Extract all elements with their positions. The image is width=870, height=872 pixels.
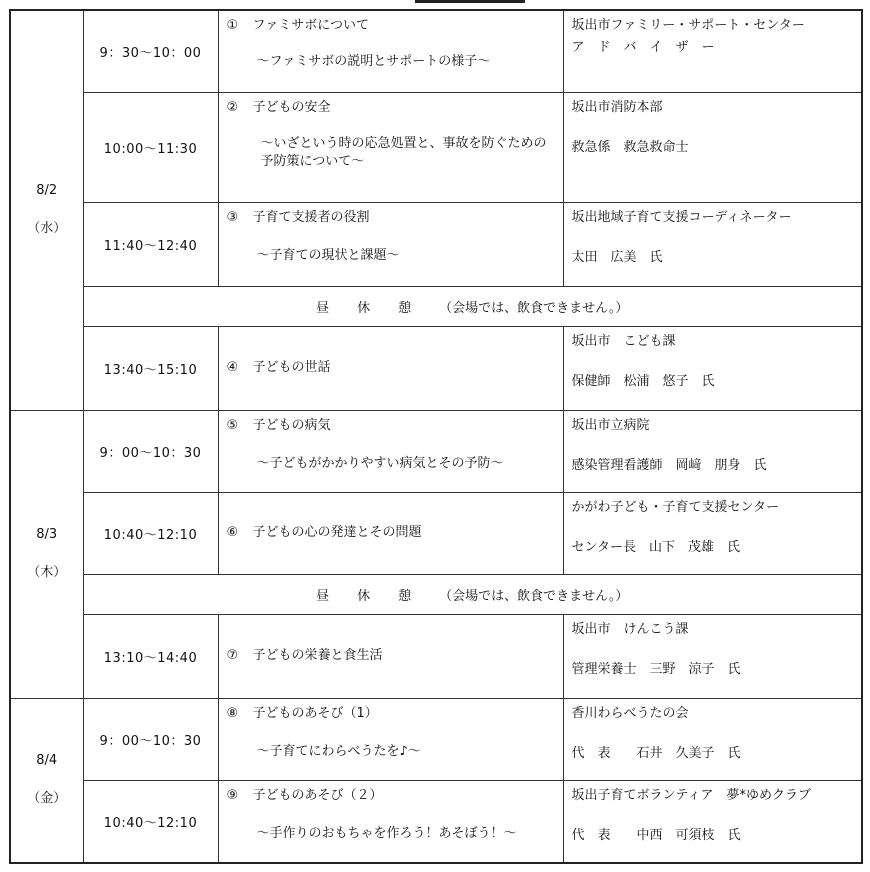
table-row (10, 492, 862, 574)
weekday: （金） (27, 791, 67, 807)
session-number: ⑥ (226, 525, 239, 540)
speaker-org: 坂出地域子育て支援コーディネーター (571, 209, 792, 225)
speaker-cell (563, 410, 862, 492)
lunch-row (10, 574, 862, 614)
lunch-break (83, 286, 862, 326)
speaker-person: 太田 広美 氏 (571, 249, 663, 265)
speaker-org: 坂出市ファミリー・サポート・センター (571, 18, 805, 33)
session-title: 子どもの病気 (252, 417, 331, 433)
date: 8/4 (36, 753, 58, 769)
lunch-note: （会場では、飲食できません。） (439, 300, 629, 316)
table-row (10, 326, 862, 410)
session-number: ① (226, 18, 239, 33)
speaker-cell (563, 326, 862, 410)
table-row (10, 698, 862, 780)
table-row (10, 10, 862, 92)
time-cell: 10:40〜12:10 (83, 780, 218, 863)
session-title: 子どもの世話 (252, 360, 331, 375)
date-cell-day2 (10, 410, 83, 698)
time-cell: 10:00〜11:30 (83, 92, 218, 202)
time-cell: 13:10〜14:40 (83, 614, 218, 698)
session-title: 子どものあそび（２） (252, 787, 383, 803)
session-title: 子どものあそび（1） (252, 705, 378, 721)
program-cell (218, 614, 563, 698)
session-title: ファミサボについて (252, 18, 369, 33)
date-cell-day1 (10, 10, 83, 410)
speaker-cell (563, 698, 862, 780)
session-number: ⑧ (226, 705, 239, 721)
session-number: ③ (226, 209, 239, 225)
session-title: 子育て支援者の役割 (252, 209, 370, 225)
table-row (10, 410, 862, 492)
weekday: （木） (27, 565, 67, 580)
speaker-org: 坂出市 こども課 (571, 333, 676, 349)
speaker-person: 代 表 石井 久美子 氏 (571, 745, 741, 761)
program-cell (218, 92, 563, 202)
speaker-person: 感染管理看護師 岡﨑 朋身 氏 (571, 457, 767, 473)
session-number: ⑨ (226, 787, 239, 803)
session-subtitle: 〜手作りのおもちゃを作ろう！あそぼう！〜 (256, 825, 517, 841)
date: 8/2 (36, 183, 58, 199)
table-row (10, 614, 862, 698)
speaker-org: 香川わらべうたの会 (571, 705, 689, 721)
session-number: ④ (226, 360, 239, 375)
time-cell: 10:40〜12:10 (83, 492, 218, 574)
date-cell-day3 (10, 698, 83, 863)
time-cell: 9：00〜10：30 (83, 698, 218, 780)
session-subtitle: 〜いざという時の応急処置と、事故を防ぐための予防策について〜 (260, 135, 547, 169)
session-number: ② (226, 99, 239, 115)
session-title: 子どもの栄養と食生活 (252, 648, 383, 663)
table-row (10, 202, 862, 286)
speaker-cell (563, 492, 862, 574)
top-rule (415, 0, 525, 3)
schedule-table (9, 9, 863, 864)
speaker-org: 坂出子育てボランティア 夢*ゆめクラブ (571, 787, 811, 803)
time-cell: 11:40〜12:40 (83, 202, 218, 286)
program-cell (218, 492, 563, 574)
speaker-cell (563, 92, 862, 202)
program-cell (218, 10, 563, 92)
date: 8/3 (36, 527, 58, 542)
program-cell (218, 410, 563, 492)
speaker-person: 管理栄養士 三野 涼子 氏 (571, 661, 741, 677)
session-subtitle: 〜子どもがかかりやすい病気とその予防〜 (256, 455, 504, 471)
speaker-org: かがわ子ども・子育て支援センター (571, 499, 779, 515)
speaker-org: 坂出市立病院 (571, 417, 650, 433)
speaker-org: 坂出市消防本部 (571, 99, 663, 115)
session-number: ⑤ (226, 417, 239, 433)
weekday: （水） (27, 221, 67, 237)
lunch-label: 昼休憩 (316, 300, 440, 316)
table-row (10, 92, 862, 202)
speaker-person: センター長 山下 茂雄 氏 (571, 539, 740, 555)
lunch-note: （会場では、飲食できません。） (439, 588, 629, 604)
speaker-cell (563, 780, 862, 863)
program-cell (218, 326, 563, 410)
speaker-person: ア ド バ イ ザ ー (571, 40, 715, 55)
session-title: 子どもの安全 (252, 99, 331, 115)
speaker-person: 代 表 中西 可須枝 氏 (571, 827, 741, 843)
speaker-cell (563, 614, 862, 698)
session-subtitle: 〜子育ての現状と課題〜 (256, 247, 400, 263)
speaker-person: 保健師 松浦 悠子 氏 (571, 373, 715, 389)
program-cell (218, 202, 563, 286)
time-cell: 13:40〜15:10 (83, 326, 218, 410)
session-number: ⑦ (226, 648, 239, 663)
time-cell: 9：30〜10：00 (83, 10, 218, 92)
session-title: 子どもの心の発達とその問題 (252, 525, 422, 540)
program-cell (218, 698, 563, 780)
lunch-row (10, 286, 862, 326)
lunch-label: 昼休憩 (316, 588, 440, 604)
speaker-org: 坂出市 けんこう課 (571, 621, 689, 637)
table-row (10, 780, 862, 863)
speaker-person: 救急係 救急救命士 (571, 139, 689, 155)
session-subtitle: 〜ファミサボの説明とサポートの様子〜 (256, 54, 491, 69)
time-cell: 9：00〜10：30 (83, 410, 218, 492)
speaker-cell (563, 10, 862, 92)
lunch-break (83, 574, 862, 614)
speaker-cell (563, 202, 862, 286)
session-subtitle: 〜子育てにわらべうたを♪〜 (256, 743, 421, 759)
program-cell (218, 780, 563, 863)
